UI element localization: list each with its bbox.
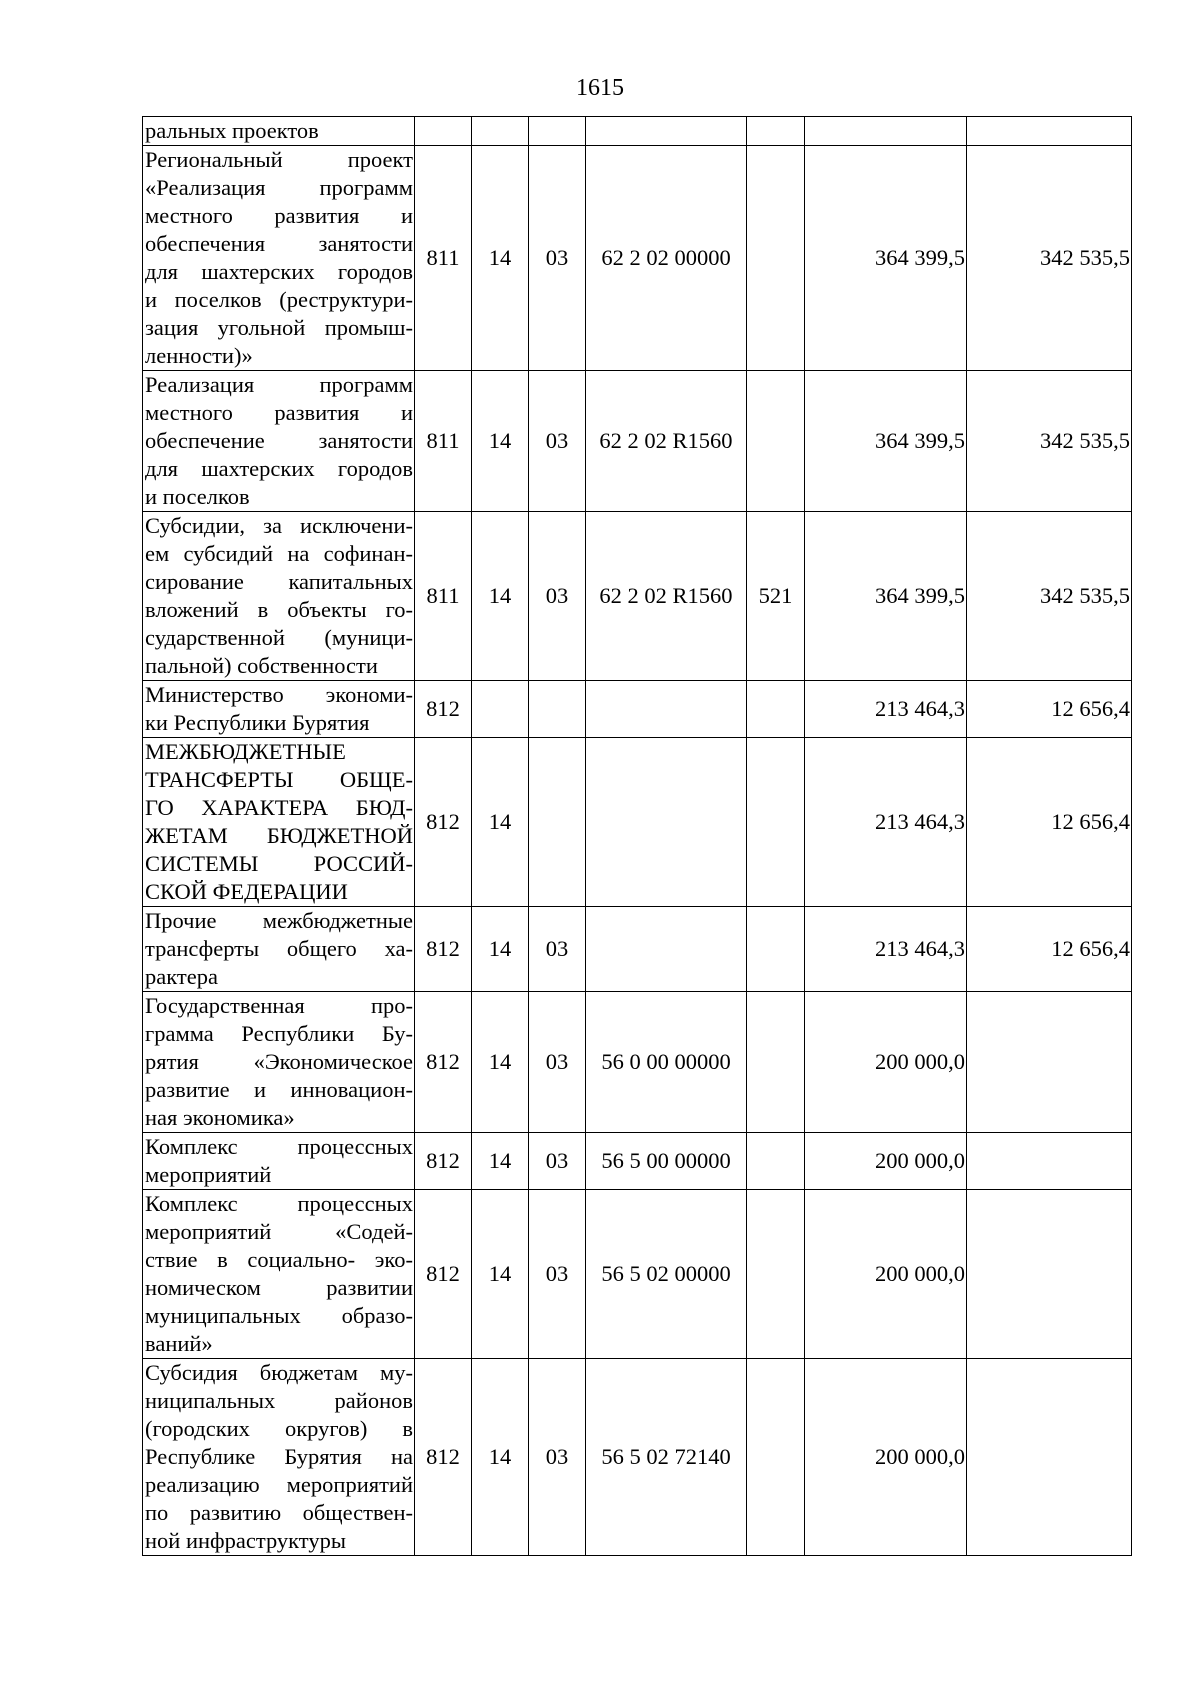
row-name-line — [145, 1133, 413, 1161]
target-article-cell — [586, 907, 747, 992]
row-name-word: и — [400, 203, 413, 228]
section-code-cell — [472, 117, 529, 146]
row-name-line — [145, 1443, 413, 1471]
row-name-word: объекты — [287, 597, 367, 622]
row-name-cell — [143, 1190, 415, 1359]
row-name-word: БЮД- — [355, 795, 413, 820]
row-name-cell — [143, 1359, 415, 1556]
row-name-line — [145, 1359, 413, 1387]
row-name-word: Региональный — [145, 147, 283, 172]
row-name-line: МЕЖБЮДЖЕТНЫЕ — [145, 739, 346, 764]
row-name-word: Реализация — [145, 372, 255, 397]
row-name-word: по — [145, 1500, 169, 1525]
row-name-word: рятия — [145, 1049, 199, 1074]
row-name-word: процессных — [297, 1134, 413, 1159]
row-name-line: ной инфраструктуры — [145, 1528, 346, 1553]
row-name-line — [145, 907, 413, 935]
row-name-word: программ — [319, 175, 413, 200]
subsection-code-cell: 03 — [529, 371, 586, 512]
row-name-word: промыш- — [324, 315, 413, 340]
row-name-word: Субсидии, — [145, 513, 246, 538]
ministry-code-cell: 812 — [415, 1359, 472, 1556]
row-name-word: (муници- — [324, 625, 413, 650]
row-name-word: развитие — [145, 1077, 230, 1102]
row-name-word: «Реализация — [145, 175, 266, 200]
amount-year2-cell — [967, 1359, 1132, 1556]
subsection-code-cell: 03 — [529, 907, 586, 992]
amount-year1-cell: 213 464,3 — [805, 738, 967, 907]
expense-type-cell — [747, 681, 805, 738]
amount-year1-cell: 200 000,0 — [805, 1359, 967, 1556]
row-name-line: ленности)» — [145, 343, 253, 368]
ministry-code-cell: 812 — [415, 907, 472, 992]
section-code-cell: 14 — [472, 512, 529, 681]
amount-year2-cell: 12 656,4 — [967, 681, 1132, 738]
row-name-word: районов — [334, 1388, 413, 1413]
row-name-word: за — [263, 513, 282, 538]
row-name-word: занятости — [318, 428, 413, 453]
row-name-line — [145, 1076, 413, 1104]
ministry-code-cell: 811 — [415, 146, 472, 371]
row-name-cell — [143, 371, 415, 512]
target-article-cell: 62 2 02 R1560 — [586, 512, 747, 681]
row-name-word: Республики — [241, 1021, 355, 1046]
subsection-code-cell — [529, 117, 586, 146]
row-name-word: ниципальных — [145, 1388, 276, 1413]
table-row — [143, 512, 1132, 681]
section-code-cell: 14 — [472, 1133, 529, 1190]
row-name-word: бюджетам — [259, 1360, 358, 1385]
row-name-line — [145, 822, 413, 850]
row-name-line — [145, 1471, 413, 1499]
expense-type-cell — [747, 1359, 805, 1556]
row-name-word: (реструктури- — [279, 287, 413, 312]
target-article-cell: 62 2 02 R1560 — [586, 371, 747, 512]
row-name-line — [145, 850, 413, 878]
row-name-line — [145, 1499, 413, 1527]
table-row — [143, 681, 1132, 738]
row-name-word: процессных — [297, 1191, 413, 1216]
amount-year2-cell — [967, 117, 1132, 146]
amount-year2-cell — [967, 1133, 1132, 1190]
row-name-line — [145, 1302, 413, 1330]
amount-year1-cell: 200 000,0 — [805, 1190, 967, 1359]
row-name-word: обеспечение — [145, 428, 265, 453]
subsection-code-cell — [529, 738, 586, 907]
row-name-line — [145, 1274, 413, 1302]
row-name-word: и — [254, 1077, 267, 1102]
row-name-word: обеспечения — [145, 231, 266, 256]
expense-type-cell — [747, 146, 805, 371]
target-article-cell: 56 5 00 00000 — [586, 1133, 747, 1190]
row-name-cell — [143, 146, 415, 371]
amount-year1-cell — [805, 117, 967, 146]
row-name-line — [145, 1387, 413, 1415]
row-name-line — [145, 992, 413, 1020]
table-row — [143, 117, 1132, 146]
row-name-word: социально- — [247, 1247, 356, 1272]
row-name-line — [145, 1190, 413, 1218]
row-name-cell — [143, 738, 415, 907]
row-name-line — [145, 596, 413, 624]
row-name-word: межбюджетные — [262, 908, 413, 933]
row-name-line — [145, 371, 413, 399]
expense-type-cell — [747, 992, 805, 1133]
row-name-word: грамма — [145, 1021, 214, 1046]
row-name-word: сирование — [145, 569, 244, 594]
row-name-word: Бу- — [381, 1021, 413, 1046]
row-name-line — [145, 174, 413, 202]
amount-year1-cell: 364 399,5 — [805, 146, 967, 371]
expense-type-cell: 521 — [747, 512, 805, 681]
ministry-code-cell: 811 — [415, 512, 472, 681]
row-name-cell — [143, 117, 415, 146]
row-name-line — [145, 540, 413, 568]
row-name-word: и — [145, 287, 158, 312]
row-name-word: «Экономическое — [253, 1049, 413, 1074]
row-name-word: вложений — [145, 597, 239, 622]
row-name-line — [145, 1048, 413, 1076]
amount-year1-cell: 200 000,0 — [805, 1133, 967, 1190]
row-name-word: и — [400, 400, 413, 425]
table-row — [143, 146, 1132, 371]
row-name-cell — [143, 681, 415, 738]
row-name-word: на — [390, 1444, 413, 1469]
target-article-cell — [586, 117, 747, 146]
row-name-cell — [143, 512, 415, 681]
target-article-cell: 62 2 02 00000 — [586, 146, 747, 371]
subsection-code-cell: 03 — [529, 1190, 586, 1359]
row-name-line — [145, 1218, 413, 1246]
row-name-word: местного — [145, 400, 233, 425]
budget-table-body — [143, 117, 1132, 1556]
target-article-cell — [586, 681, 747, 738]
row-name-word: софинан- — [323, 541, 413, 566]
row-name-word: проект — [347, 147, 413, 172]
target-article-cell: 56 5 02 72140 — [586, 1359, 747, 1556]
expense-type-cell — [747, 371, 805, 512]
subsection-code-cell — [529, 681, 586, 738]
row-name-word: развитии — [326, 1275, 413, 1300]
table-row — [143, 992, 1132, 1133]
ministry-code-cell: 812 — [415, 992, 472, 1133]
expense-type-cell — [747, 1190, 805, 1359]
row-name-line: рактера — [145, 964, 218, 989]
subsection-code-cell: 03 — [529, 512, 586, 681]
row-name-line — [145, 1415, 413, 1443]
row-name-word: на — [287, 541, 310, 566]
row-name-word: экономи- — [325, 682, 413, 707]
row-name-line — [145, 766, 413, 794]
amount-year2-cell — [967, 992, 1132, 1133]
row-name-word: местного — [145, 203, 233, 228]
ministry-code-cell: 811 — [415, 371, 472, 512]
row-name-word: РОССИЙ- — [313, 851, 413, 876]
row-name-word: про- — [370, 993, 413, 1018]
row-name-line: мероприятий — [145, 1162, 272, 1187]
row-name-word: Бурятия — [284, 1444, 362, 1469]
row-name-line — [145, 1246, 413, 1274]
row-name-word: общего — [286, 936, 357, 961]
row-name-word: муниципальных — [145, 1303, 301, 1328]
row-name-line — [145, 286, 413, 314]
row-name-word: ГО — [145, 795, 174, 820]
ministry-code-cell: 812 — [415, 1133, 472, 1190]
row-name-line: ная экономика» — [145, 1105, 295, 1130]
row-name-word: ХАРАКТЕРА — [201, 795, 329, 820]
target-article-cell: 56 5 02 00000 — [586, 1190, 747, 1359]
row-name-cell — [143, 907, 415, 992]
table-row — [143, 907, 1132, 992]
row-name-word: городов — [337, 259, 413, 284]
amount-year1-cell: 364 399,5 — [805, 371, 967, 512]
row-name-line: и поселков — [145, 484, 250, 509]
section-code-cell: 14 — [472, 992, 529, 1133]
row-name-word: обществен- — [302, 1500, 413, 1525]
amount-year1-cell: 213 464,3 — [805, 907, 967, 992]
row-name-word: СИСТЕМЫ — [145, 851, 259, 876]
row-name-line: ваний» — [145, 1331, 213, 1356]
row-name-word: ствие — [145, 1247, 198, 1272]
row-name-word: исключени- — [299, 513, 413, 538]
row-name-cell — [143, 992, 415, 1133]
row-name-word: мероприятий — [286, 1472, 413, 1497]
subsection-code-cell: 03 — [529, 1359, 586, 1556]
expense-type-cell — [747, 1133, 805, 1190]
row-name-word: ЖЕТАМ — [145, 823, 228, 848]
table-row — [143, 371, 1132, 512]
row-name-line: ки Республики Бурятия — [145, 710, 370, 735]
table-row — [143, 738, 1132, 907]
ministry-code-cell: 812 — [415, 681, 472, 738]
row-name-word: шахтерских — [201, 259, 315, 284]
row-name-line — [145, 624, 413, 652]
expense-type-cell — [747, 117, 805, 146]
row-name-word: ха- — [384, 936, 413, 961]
row-name-word: образо- — [341, 1303, 413, 1328]
row-name-word: му- — [380, 1360, 413, 1385]
amount-year2-cell: 342 535,5 — [967, 371, 1132, 512]
row-name-cell — [143, 1133, 415, 1190]
row-name-word: занятости — [318, 231, 413, 256]
row-name-word: ем — [145, 541, 170, 566]
section-code-cell: 14 — [472, 907, 529, 992]
row-name-word: Государственная — [145, 993, 305, 1018]
row-name-word: сударственной — [145, 625, 285, 650]
row-name-word: эко- — [374, 1247, 413, 1272]
ministry-code-cell — [415, 117, 472, 146]
amount-year2-cell — [967, 1190, 1132, 1359]
row-name-word: трансферты — [145, 936, 260, 961]
ministry-code-cell: 812 — [415, 1190, 472, 1359]
row-name-line — [145, 935, 413, 963]
row-name-line: ральных проектов — [145, 118, 319, 143]
row-name-word: Министерство — [145, 682, 284, 707]
row-name-word: Субсидия — [145, 1360, 238, 1385]
row-name-word: округов) — [284, 1416, 368, 1441]
section-code-cell: 14 — [472, 1359, 529, 1556]
amount-year2-cell: 342 535,5 — [967, 512, 1132, 681]
row-name-word: (городских — [145, 1416, 250, 1441]
subsection-code-cell: 03 — [529, 1133, 586, 1190]
row-name-line — [145, 230, 413, 258]
row-name-line: пальной) собственности — [145, 653, 378, 678]
row-name-word: зация — [145, 315, 199, 340]
row-name-word: реализацию — [145, 1472, 260, 1497]
subsection-code-cell: 03 — [529, 146, 586, 371]
amount-year1-cell: 213 464,3 — [805, 681, 967, 738]
row-name-line: СКОЙ ФЕДЕРАЦИИ — [145, 879, 348, 904]
row-name-word: развития — [274, 203, 360, 228]
section-code-cell: 14 — [472, 371, 529, 512]
row-name-word: в — [402, 1416, 413, 1441]
row-name-word: развитию — [189, 1500, 282, 1525]
row-name-line — [145, 512, 413, 540]
amount-year1-cell: 200 000,0 — [805, 992, 967, 1133]
amount-year2-cell: 12 656,4 — [967, 738, 1132, 907]
amount-year2-cell: 12 656,4 — [967, 907, 1132, 992]
row-name-line — [145, 794, 413, 822]
table-row — [143, 1133, 1132, 1190]
row-name-word: «Содей- — [335, 1219, 413, 1244]
row-name-line — [145, 146, 413, 174]
row-name-line — [145, 399, 413, 427]
row-name-word: инновацион- — [290, 1077, 413, 1102]
row-name-word: развития — [274, 400, 360, 425]
row-name-word: для — [145, 259, 179, 284]
row-name-line — [145, 1020, 413, 1048]
row-name-line — [145, 258, 413, 286]
table-row — [143, 1359, 1132, 1556]
row-name-word: мероприятий — [145, 1219, 272, 1244]
page-number: 1615 — [576, 75, 624, 101]
row-name-word: в — [257, 597, 269, 622]
row-name-word: ОБЩЕ- — [339, 767, 413, 792]
row-name-word: го- — [385, 597, 413, 622]
amount-year2-cell: 342 535,5 — [967, 146, 1132, 371]
row-name-word: номическом — [145, 1275, 261, 1300]
row-name-word: Комплекс — [145, 1191, 238, 1216]
row-name-line — [145, 455, 413, 483]
row-name-line — [145, 314, 413, 342]
target-article-cell: 56 0 00 00000 — [586, 992, 747, 1133]
section-code-cell — [472, 681, 529, 738]
row-name-word: Республике — [145, 1444, 256, 1469]
row-name-line — [145, 568, 413, 596]
section-code-cell: 14 — [472, 738, 529, 907]
row-name-word: Комплекс — [145, 1134, 238, 1159]
row-name-word: программ — [319, 372, 413, 397]
subsection-code-cell: 03 — [529, 992, 586, 1133]
row-name-word: городов — [337, 456, 413, 481]
row-name-word: шахтерских — [201, 456, 315, 481]
row-name-word: угольной — [217, 315, 306, 340]
expense-type-cell — [747, 738, 805, 907]
amount-year1-cell: 364 399,5 — [805, 512, 967, 681]
row-name-word: в — [217, 1247, 228, 1272]
row-name-word: Прочие — [145, 908, 217, 933]
row-name-line — [145, 202, 413, 230]
row-name-word: БЮДЖЕТНОЙ — [266, 823, 413, 848]
row-name-word: капитальных — [288, 569, 413, 594]
budget-table — [142, 116, 1132, 1556]
expense-type-cell — [747, 907, 805, 992]
row-name-word: ТРАНСФЕРТЫ — [145, 767, 294, 792]
row-name-line — [145, 681, 413, 709]
ministry-code-cell: 812 — [415, 738, 472, 907]
row-name-word: для — [145, 456, 179, 481]
section-code-cell: 14 — [472, 146, 529, 371]
row-name-word: поселков — [174, 287, 262, 312]
section-code-cell: 14 — [472, 1190, 529, 1359]
row-name-line — [145, 427, 413, 455]
target-article-cell — [586, 738, 747, 907]
table-row — [143, 1190, 1132, 1359]
row-name-word: субсидий — [183, 541, 274, 566]
